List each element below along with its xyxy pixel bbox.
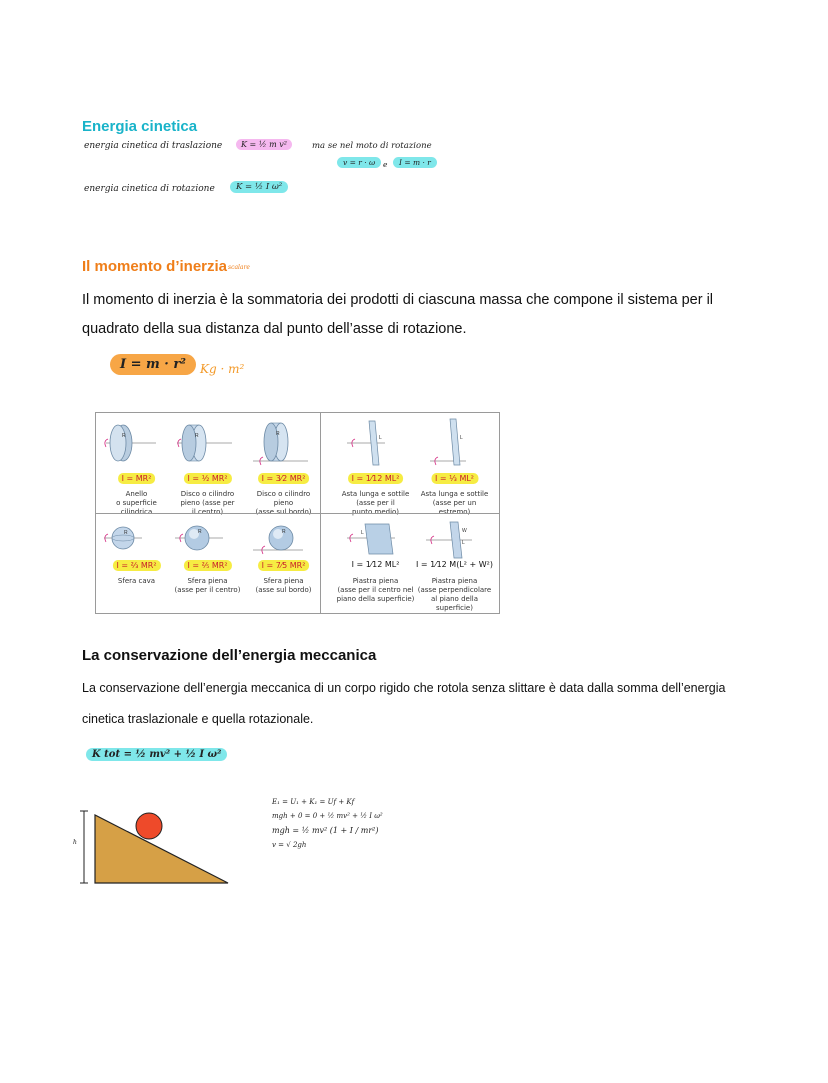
formula-hollow-sphere: I = ⅔ MR² [112,560,160,571]
caption-solid-sphere-center [167,577,248,595]
caption-hollow-sphere-text: Sfera cava [117,577,156,585]
table-row [96,413,499,516]
section-title-energia-cinetica: Energia cinetica [82,118,198,135]
svg-text:W: W [462,528,467,534]
ramp-figure [70,805,250,890]
formula-plate-center: I = 1⁄12 ML² [351,560,400,569]
formula-rod-end: I = ⅓ ML² [431,473,478,484]
table-cell-solid-sphere-center [167,514,248,614]
svg-text:L: L [462,540,465,546]
ramp-diagram [70,805,250,890]
caption-plate-center-text: Piastra piena (asse per il centro nel piano della superficie) [336,577,415,603]
section-title-momento-inerzia: Il momento d’inerzia [82,258,228,275]
table-cell-rod-center [335,413,416,516]
inertia-paragraph-line1: Il momento di inerzia è la sommatoria dei prodotti di ciascuna massa che compone il sistema per il [82,292,714,308]
I-formula-small: I = m · r [393,157,437,168]
calc-block [272,798,383,855]
caption-disc-center-text: Disco o cilindro pieno (asse per il centro) [180,490,235,516]
svg-text:R: R [124,530,128,536]
formula-solid-sphere-center: I = ⅖ MR² [183,560,231,571]
table-cell-ring [96,413,177,516]
formula-plate-perp: I = 1⁄12 M(L² + W²) [415,560,494,569]
caption-rod-end-text: Asta lunga e sottile (asse per un estremo) [420,490,489,516]
formula-disc-center: I = ½ MR² [183,473,231,484]
caption-solid-sphere-edge [243,577,324,595]
disc-edge-figure [243,417,324,469]
rod-end-figure [414,417,495,469]
caption-plate-perp [414,577,495,613]
svg-text:L: L [460,435,463,441]
caption-ring-text: Anello o superficie cilindrica [116,490,157,516]
table-row [96,513,499,614]
calc-line: E₁ = U₁ + K₁ = Uf + Kf [272,798,355,806]
svg-text:R: R [195,433,199,439]
inertia-paragraph [82,286,782,344]
disc-figure [167,417,248,469]
svg-text:L: L [361,530,364,536]
table-cell-hollow-sphere [96,514,177,614]
formula-ring: I = MR² [118,473,156,484]
conservation-paragraph-line2: cinetica traslazionale e quella rotazionale. [82,712,314,726]
v-formula: v = r · ω [337,157,381,168]
caption-solid-sphere-edge-text: Sfera piena (asse sul bordo) [255,577,312,594]
kin-trans-formula: K = ½ m v² [236,139,292,150]
formula-rod-center: I = 1⁄12 ML² [348,473,404,484]
inertia-formula: I = m · r² [110,354,196,375]
svg-text:R: R [198,529,202,535]
kin-rot-label: energia cinetica di rotazione [84,184,215,194]
inertia-table [95,412,500,614]
and-word: e [383,160,388,169]
caption-plate-perp-text: Piastra piena (asse perpendicolare al piano della superficie) [417,577,492,612]
table-cell-rod-end [414,413,495,516]
formula-solid-sphere-edge: I = 7⁄5 MR² [258,560,310,571]
svg-text:R: R [276,431,280,437]
conservation-formula: K tot = ½ mv² + ½ I ω² [86,748,227,761]
caption-solid-sphere-center-text: Sfera piena (asse per il centro) [174,577,241,594]
calc-line: v = √ 2gh [272,841,307,849]
svg-text:R: R [122,433,126,439]
rod-center-figure [335,417,416,469]
calc-line: mgh + 0 = 0 + ½ mv² + ½ I ω² [272,812,383,820]
section-title-conservazione: La conservazione dell’energia meccanica [82,647,377,664]
table-cell-plate-perp [414,514,495,614]
table-cell-disc-edge [243,413,324,516]
svg-text:L: L [379,435,382,441]
title-note: scalare [228,264,250,271]
roll-note: ma se nel moto di rotazione [312,141,432,151]
caption-plate-center [335,577,416,604]
svg-text:R: R [282,529,286,535]
table-cell-solid-sphere-edge [243,514,324,614]
ring-figure [96,417,177,469]
height-label: h [73,839,77,846]
caption-hollow-sphere [96,577,177,586]
inertia-unit: Kg · m² [200,362,245,376]
table-cell-plate-center [335,514,416,614]
conservation-paragraph-line1: La conservazione dell’energia meccanica di un corpo rigido che rotola senza slittare è data dalla somma dell’energia [82,681,726,695]
inertia-paragraph-line2: quadrato della sua distanza dal punto dell’asse di rotazione. [82,321,467,337]
formula-disc-edge: I = 3⁄2 MR² [258,473,310,484]
kin-trans-label: energia cinetica di traslazione [84,141,223,151]
caption-rod-center-text: Asta lunga e sottile (asse per il punto medio) [341,490,410,516]
caption-disc-edge-text: Disco o cilindro pieno (asse sul bordo) [255,490,312,516]
kin-rot-formula: K = ½ I ω² [230,181,288,193]
table-cell-disc-center [167,413,248,516]
calc-line: mgh = ½ mv² (1 + I / mr²) [272,826,379,835]
